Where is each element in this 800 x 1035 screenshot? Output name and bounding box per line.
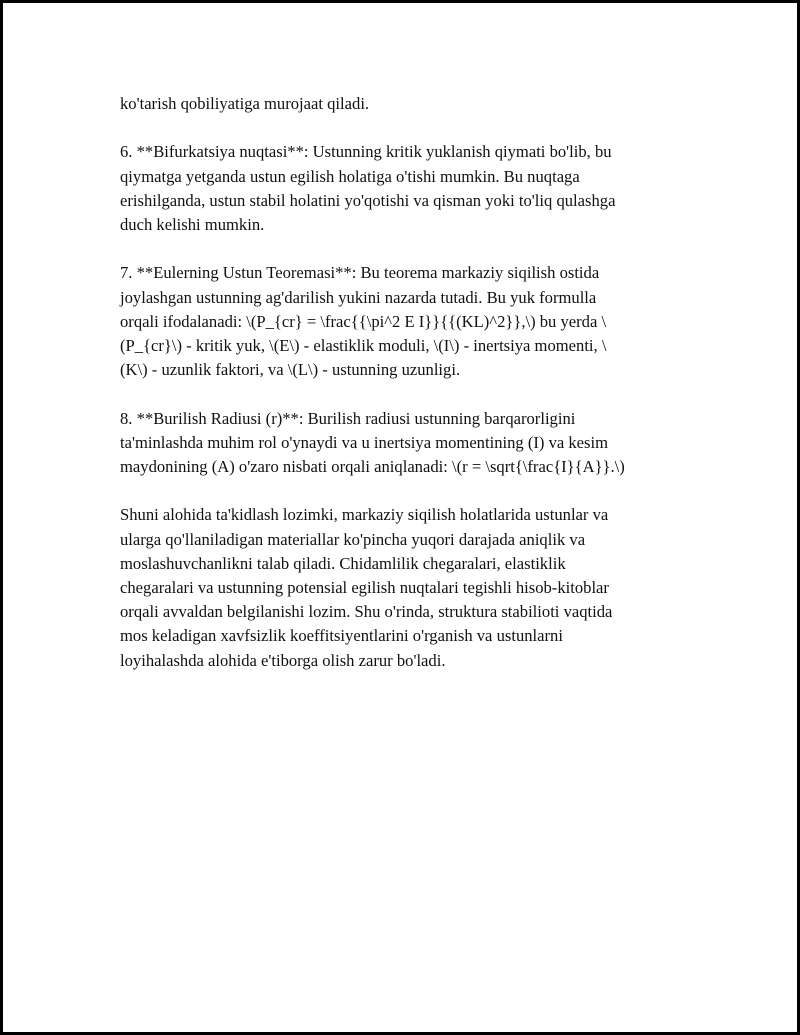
paragraph-radius-of-gyration: 8. **Burilish Radiusi (r)**: Burilish radiusi ustunning barqarorligini ta'minlashda muhim rol o'ynaydi va u inertsiya momentining (I) va kesim maydonining (A) o'zaro nisbati orqali aniqlanadi: \(r = \sqrt{\frac{I}{A}}.\) — [120, 408, 625, 476]
paragraph-conclusion: Shuni alohida ta'kidlash lozimki, markaziy siqilish holatlarida ustunlar va ularga qo'llaniladigan materiallar ko'pincha yuqori darajada aniqlik va moslashuvchanlikni talab qiladi. Chidamlilik chegaralari, elastiklik chegaralari va ustunning potensial egilish nuqtalari tegishli hisob-kitoblar orqali avvaldan belgilanishi lozim. Shu o'rinda, struktura stabilioti vaqtida mos keladigan xavfsizlik koeffitsiyentlarini o'rganish va ustunlarni loyihalashda alohida e'tiborga olish zarur bo'ladi. — [120, 505, 613, 670]
paragraph-intro-continuation: ko'tarish qobiliyatiga murojaat qiladi. — [120, 94, 370, 113]
document-body — [120, 92, 690, 697]
paragraph-bifurcation-point: 6. **Bifurkatsiya nuqtasi**: Ustunning kritik yuklanish qiymati bo'lib, bu qiymatga yetganda ustun egilish holatiga o'tishi mumkin. Bu nuqtaga erishilganda, ustun stabil holatini yo'qotishi va qisman yoki to'liq qulashga duch kelishi mumkin. — [120, 142, 616, 234]
paragraph-euler-column-theorem: 7. **Eulerning Ustun Teoremasi**: Bu teorema markaziy siqilish ostida joylashgan ustunning ag'darilish yukini nazarda tutadi. Bu yuk formulla orqali ifodalanadi: \(P_{cr} = \frac{{\pi^2 E I}}{{(KL)^2}},\) bu yerda \ (P_{cr}\) - kritik yuk, \(E\) - elastiklik moduli, \(I\) - inertsiya momenti, \ (K\) - uzunlik faktori, va \(L\) - ustunning uzunligi. — [120, 263, 607, 380]
